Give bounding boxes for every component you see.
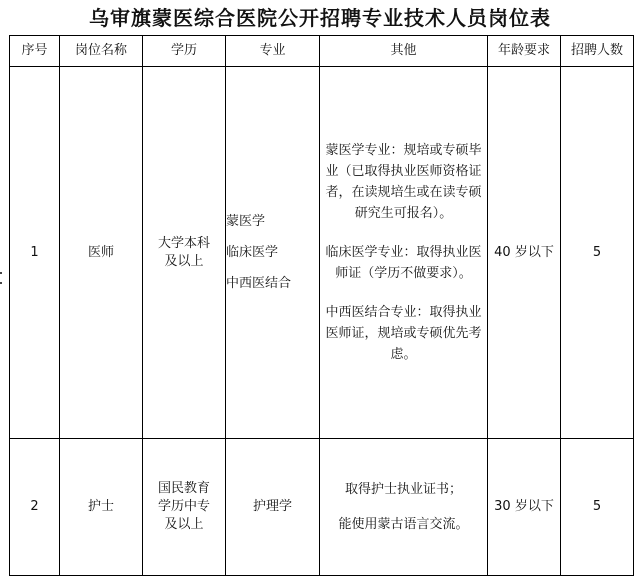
header-other: 其他 <box>320 36 488 67</box>
row-other-requirements <box>320 67 488 439</box>
requirement-item: 蒙医学专业：规培或专硕毕业（已取得执业医师资格证者，在读规培生或在读专硕研究生可报名）。 <box>325 143 482 221</box>
table-row <box>10 67 634 439</box>
row-position: 护士 <box>60 439 143 576</box>
row-position: 医师 <box>60 67 143 439</box>
major-item: 护理学 <box>252 499 292 514</box>
page-title: 乌审旗蒙医综合医院公开招聘专业技术人员岗位表 <box>89 6 551 30</box>
row-count: 5 <box>561 67 634 439</box>
row-majors <box>226 67 320 439</box>
table-header-row <box>10 36 634 67</box>
requirement-item: 取得护士执业证书； <box>344 482 462 497</box>
row-education <box>143 67 226 439</box>
education-text: 大学本科及以上 <box>157 235 210 269</box>
requirement-item: 中西医结合专业：取得执业医师证，规培或专硕优先考虑。 <box>325 305 482 362</box>
major-item: 中西医结合 <box>226 275 292 291</box>
header-index: 序号 <box>10 36 60 67</box>
header-education: 学历 <box>143 36 226 67</box>
row-index: 2 <box>10 439 60 576</box>
row-index: 1 <box>10 67 60 439</box>
requirement-item: 能使用蒙古语言交流。 <box>338 517 469 532</box>
margin-mark <box>0 282 2 284</box>
major-item: 临床医学 <box>226 244 279 260</box>
row-other-requirements <box>320 439 488 576</box>
header-position: 岗位名称 <box>60 36 143 67</box>
requirement-item: 临床医学专业：取得执业医师证（学历不做要求）。 <box>325 245 482 281</box>
header-major: 专业 <box>226 36 320 67</box>
row-count: 5 <box>561 439 634 576</box>
recruitment-table <box>9 35 634 576</box>
table-row <box>10 439 634 576</box>
row-age: 40 岁以下 <box>488 67 561 439</box>
header-age: 年龄要求 <box>488 36 561 67</box>
header-count: 招聘人数 <box>561 36 634 67</box>
education-text: 国民教育学历中专及以上 <box>157 481 210 532</box>
row-majors <box>226 439 320 576</box>
row-age: 30 岁以下 <box>488 439 561 576</box>
major-item: 蒙医学 <box>226 213 266 229</box>
margin-mark <box>0 272 2 274</box>
row-education <box>143 439 226 576</box>
